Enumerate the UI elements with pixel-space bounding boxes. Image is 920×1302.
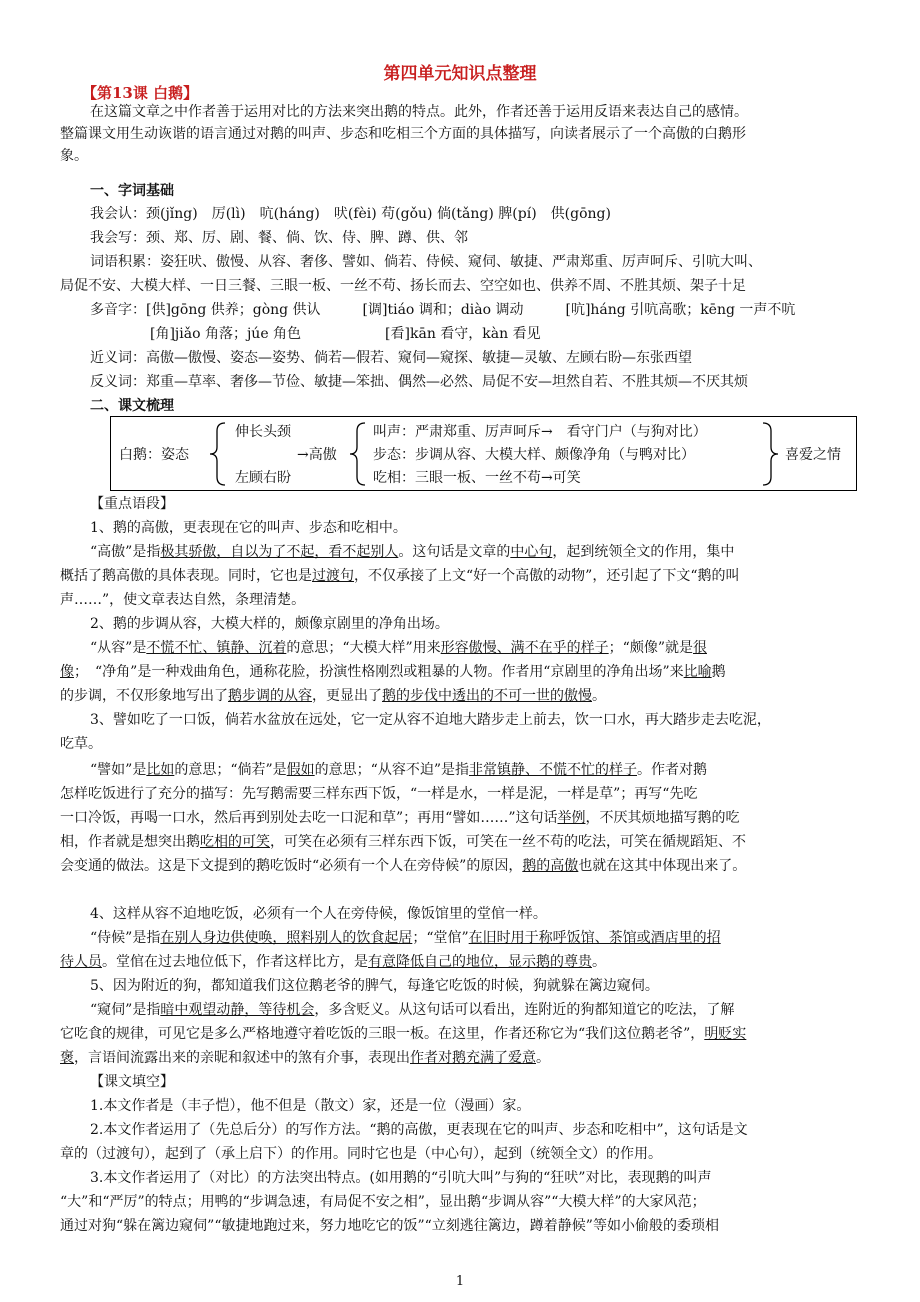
analysis-line <box>60 566 739 586</box>
underlined-text: 假如 <box>286 762 315 778</box>
underlined-text: 鹅的步伐中透出的不可一世的傲慢 <box>382 688 592 704</box>
polyphone-line: [角]jiǎo 角落；júe 角色 [看]kān 看守，kàn 看见 <box>150 326 541 342</box>
synonym-line: 近义词：高傲—傲慢、姿态—姿势、倘若—假若、窥伺—窥探、敏捷—灵敏、左顾右盼—东张西望 <box>90 350 692 366</box>
lesson-heading: 【第13课 白鹅】 <box>82 84 199 102</box>
section-heading: 二、课文梳理 <box>90 398 174 414</box>
text-span: “从容”是 <box>90 640 147 656</box>
analysis-line <box>60 952 606 972</box>
underlined-text: 比如 <box>146 762 175 778</box>
text-span: ，多含贬义。从这句话可以看出，连附近的狗都知道它的吃法，了解 <box>314 1002 735 1018</box>
sentence-3: 3、譬如吃了一口饭，倘若水盆放在远处，它一定从容不迫地大踏步走上前去，饮一口水，再大踏步走去吃泥， <box>90 712 771 728</box>
analysis-line <box>90 760 707 780</box>
underlined-text: 鹅步调的从容 <box>228 688 312 704</box>
underlined-text: 在别人身边供使唤，照料别人的饮食起居 <box>160 930 413 946</box>
underlined-text: 鹅的高傲 <box>522 858 579 874</box>
text-span: 。作者对鹅 <box>636 762 707 778</box>
analysis-line <box>60 686 606 706</box>
analysis-line <box>90 928 721 948</box>
text-span: ；“堂倌” <box>412 930 469 946</box>
diagram-step: 步态：步调从容、大模大样、颇像净角（与鸭对比） <box>373 447 695 463</box>
intro-line: 在这篇文章之中作者善于运用对比的方法来突出鹅的特点。此外，作者还善于运用反语来表达自己的感情。 <box>90 104 748 120</box>
underlined-text: 比喻 <box>683 664 712 680</box>
underlined-text: 不慌不忙、镇静、沉着 <box>146 640 287 656</box>
polyphone-line: 多音字：[供]gōng 供养；gòng 供认 [调]tiáo 调和；diào 调动 [吭]háng 引吭高歌；kēng 一声不吭 <box>90 302 796 318</box>
analysis-line <box>60 1048 550 1068</box>
intro-line: 象。 <box>60 148 88 164</box>
analysis-line <box>90 542 734 562</box>
text-span: 。 <box>592 688 606 704</box>
text-span: 的步调，不仅形象地写出了 <box>60 688 228 704</box>
text-span: “譬如”是 <box>90 762 147 778</box>
analysis-line <box>90 1000 734 1020</box>
analysis-line <box>60 856 746 876</box>
text-span: 也就在这其中体现出来了。 <box>578 858 747 874</box>
fill-item: 1.本文作者是（丰子恺），他不但是（散文）家，还是一位（漫画）家。 <box>90 1098 531 1114</box>
key-heading: 【重点语段】 <box>90 496 174 512</box>
underlined-text: 吃相的可笑 <box>200 834 270 850</box>
text-span: 的意思；“大模大样”用来 <box>286 640 441 656</box>
text-span: 相，作者就是想突出鹅 <box>60 834 200 850</box>
page-number: 1 <box>455 1274 465 1289</box>
underlined-text: 中心句 <box>510 544 553 560</box>
sentence-5: 5、因为附近的狗，都知道我们这位鹅老爷的脾气，每逢它吃饭的时候，狗就躲在篱边窥伺。 <box>90 978 659 994</box>
diagram-arrow: →高傲 <box>297 447 337 463</box>
underlined-text: 待人员 <box>60 954 102 970</box>
underlined-text: 作者对鹅充满了爱意 <box>410 1050 536 1066</box>
diagram-eat: 吃相：三眼一板、一丝不苟→可笑 <box>373 470 581 486</box>
underlined-text: 像 <box>60 664 74 680</box>
analysis-line <box>90 638 707 658</box>
underlined-text: 褒 <box>60 1050 74 1066</box>
text-span: 它吃食的规律，可见它是多么严格地遵守着吃饭的三眼一板。在这里，作者还称它为“我们这位鹅老爷”， <box>60 1026 705 1042</box>
underlined-text: 明贬实 <box>704 1026 747 1042</box>
fill-item: 2.本文作者运用了（先总后分）的写作方法。“鹅的高傲，更表现在它的叫声、步态和吃相中”，这句话是文 <box>90 1122 748 1138</box>
text-span: ，不仅承接了上文“好一个高傲的动物”，还引起了下文“鹅的叫 <box>354 568 740 584</box>
write-line: 我会写：颈、郑、厉、剧、餐、倘、饮、侍、脾、蹲、供、邻 <box>90 230 468 246</box>
text-span: ； “净角”是一种戏曲角色，通称花脸，扮演性格刚烈或粗暴的人物。作者用“京剧里的净角出场”来 <box>74 664 684 680</box>
text-span: “窥伺”是指 <box>90 1002 161 1018</box>
underlined-text: 在旧时用于称呼饭馆、茶馆或酒店里的招 <box>468 930 721 946</box>
diagram-voice: 叫声：严肃郑重、厉声呵斥→ 看守门户（与狗对比） <box>373 424 707 440</box>
text-span: ，不厌其烦地描写鹅的吃 <box>585 810 740 826</box>
text-span: 的意思；“倘若”是 <box>174 762 287 778</box>
underlined-text: 非常镇静、不慌不忙的样子 <box>468 762 637 778</box>
text-structure-diagram <box>110 416 857 491</box>
text-span: 的意思；“从容不迫”是指 <box>314 762 469 778</box>
sentence-2: 2、鹅的步调从容，大模大样的，颇像京剧里的净角出场。 <box>90 616 449 632</box>
left-brace-icon <box>347 421 369 487</box>
recognize-line: 我会认：颈(jǐng) 厉(lì) 吭(háng) 吠(fèi) 苟(gǒu) 倘(tǎng) 脾(pí) 供(gōng) <box>90 206 611 222</box>
text-span: “高傲”是指 <box>90 544 161 560</box>
diagram-stretch: 伸长头颈 <box>235 424 291 440</box>
fill-heading: 【课文填空】 <box>90 1074 174 1090</box>
analysis-line <box>60 662 726 682</box>
vocab-line: 局促不安、大模大样、一日三餐、三眼一板、一丝不苟、扬长而去、空空如也、供养不周、不胜其烦、架子十足 <box>60 278 746 294</box>
underlined-text: 很 <box>692 640 707 656</box>
analysis-line: 怎样吃饭进行了充分的描写：先写鹅需要三样东西下饭，“一样是水，一样是泥，一样是草”；再写“先吃 <box>60 786 698 802</box>
text-span: ，可笑在必须有三样东西下饭，可笑在一丝不苟的吃法，可笑在循规蹈矩、不 <box>270 834 746 850</box>
underlined-text: 形容傲慢、满不在乎的样子 <box>440 640 609 656</box>
sentence-3-cont: 吃草。 <box>60 736 102 752</box>
left-brace-icon <box>207 421 229 487</box>
text-span: 。 <box>592 954 606 970</box>
document-title: 第四单元知识点整理 <box>383 64 537 84</box>
text-span: ，起到统领全文的作用，集中 <box>552 544 735 560</box>
sentence-4: 4、这样从容不迫地吃饭，必须有一个人在旁侍候，像饭馆里的堂倌一样。 <box>90 906 547 922</box>
underlined-text: 过渡句 <box>312 568 354 584</box>
intro-line: 整篇课文用生动诙谐的语言通过对鹅的叫声、步态和吃相三个方面的具体描写，向读者展示了一个高傲的白鹅形 <box>60 126 746 142</box>
text-span: ；“颇像”就是 <box>608 640 693 656</box>
text-span: 。 <box>536 1050 550 1066</box>
text-span: ，更显出了 <box>312 688 382 704</box>
text-span: “侍候”是指 <box>90 930 161 946</box>
underlined-text: 有意降低自己的地位，显示鹅的尊贵 <box>368 954 592 970</box>
diagram-look: 左顾右盼 <box>235 470 291 486</box>
analysis-line <box>60 808 739 828</box>
right-brace-icon <box>759 421 781 487</box>
vocab-line: 词语积累：姿狂吠、傲慢、从容、奢侈、譬如、倘若、侍候、窥伺、敏捷、严肃郑重、厉声呵斥、引吭大叫、 <box>90 254 762 270</box>
antonym-line: 反义词：郑重—草率、奢侈—节俭、敏捷—笨拙、偶然—必然、局促不安—坦然自若、不胜其烦—不厌其烦 <box>90 374 748 390</box>
text-span: 鹅 <box>711 664 726 680</box>
diagram-goose: 白鹅：姿态 <box>119 447 189 463</box>
underlined-text: 极其骄傲，自以为了不起，看不起别人 <box>160 544 399 560</box>
text-span: 。这句话是文章的 <box>398 544 511 560</box>
text-span: 会变通的做法。这是下文提到的鹅吃饭时“必须有一个人在旁侍候”的原因， <box>60 858 523 874</box>
analysis-line <box>60 832 746 852</box>
text-span: 。堂倌在过去地位低下，作者这样比方，是 <box>102 954 368 970</box>
section-heading: 一、字词基础 <box>90 183 174 199</box>
underlined-text: 暗中观望动静，等待机会 <box>160 1002 315 1018</box>
text-span: ，言语间流露出来的亲昵和叙述中的煞有介事，表现出 <box>74 1050 410 1066</box>
fill-item: 章的（过渡句），起到了（承上启下）的作用。同时它也是（中心句），起到（统领全文）的作用。 <box>60 1146 662 1162</box>
fill-item: 通过对狗“躲在篱边窥伺”“敏捷地跑过来，努力地吃它的饭”“立刻逃往篱边，蹲着静候”等如小偷般的委琐相 <box>60 1218 719 1234</box>
text-span: 概括了鹅高傲的具体表现。同时，它也是 <box>60 568 312 584</box>
fill-item: “大”和“严厉”的特点；用鸭的“步调急速，有局促不安之相”，显出鹅“步调从容”“大模大样”的大家风范； <box>60 1194 706 1210</box>
analysis-line <box>60 1024 746 1044</box>
diagram-love: 喜爱之情 <box>785 447 841 463</box>
underlined-text: 举例 <box>557 810 586 826</box>
fill-item: 3.本文作者运用了（对比）的方法突出特点。(如用鹅的“引吭大叫”与狗的“狂吠”对比，表现鹅的叫声 <box>90 1170 712 1186</box>
sentence-1: 1、鹅的高傲，更表现在它的叫声、步态和吃相中。 <box>90 520 407 536</box>
text-span: 一口冷饭，再喝一口水，然后再到别处去吃一口泥和草”；再用“譬如……”这句话 <box>60 810 558 826</box>
analysis-line: 声……”，使文章表达自然，条理清楚。 <box>60 592 306 608</box>
